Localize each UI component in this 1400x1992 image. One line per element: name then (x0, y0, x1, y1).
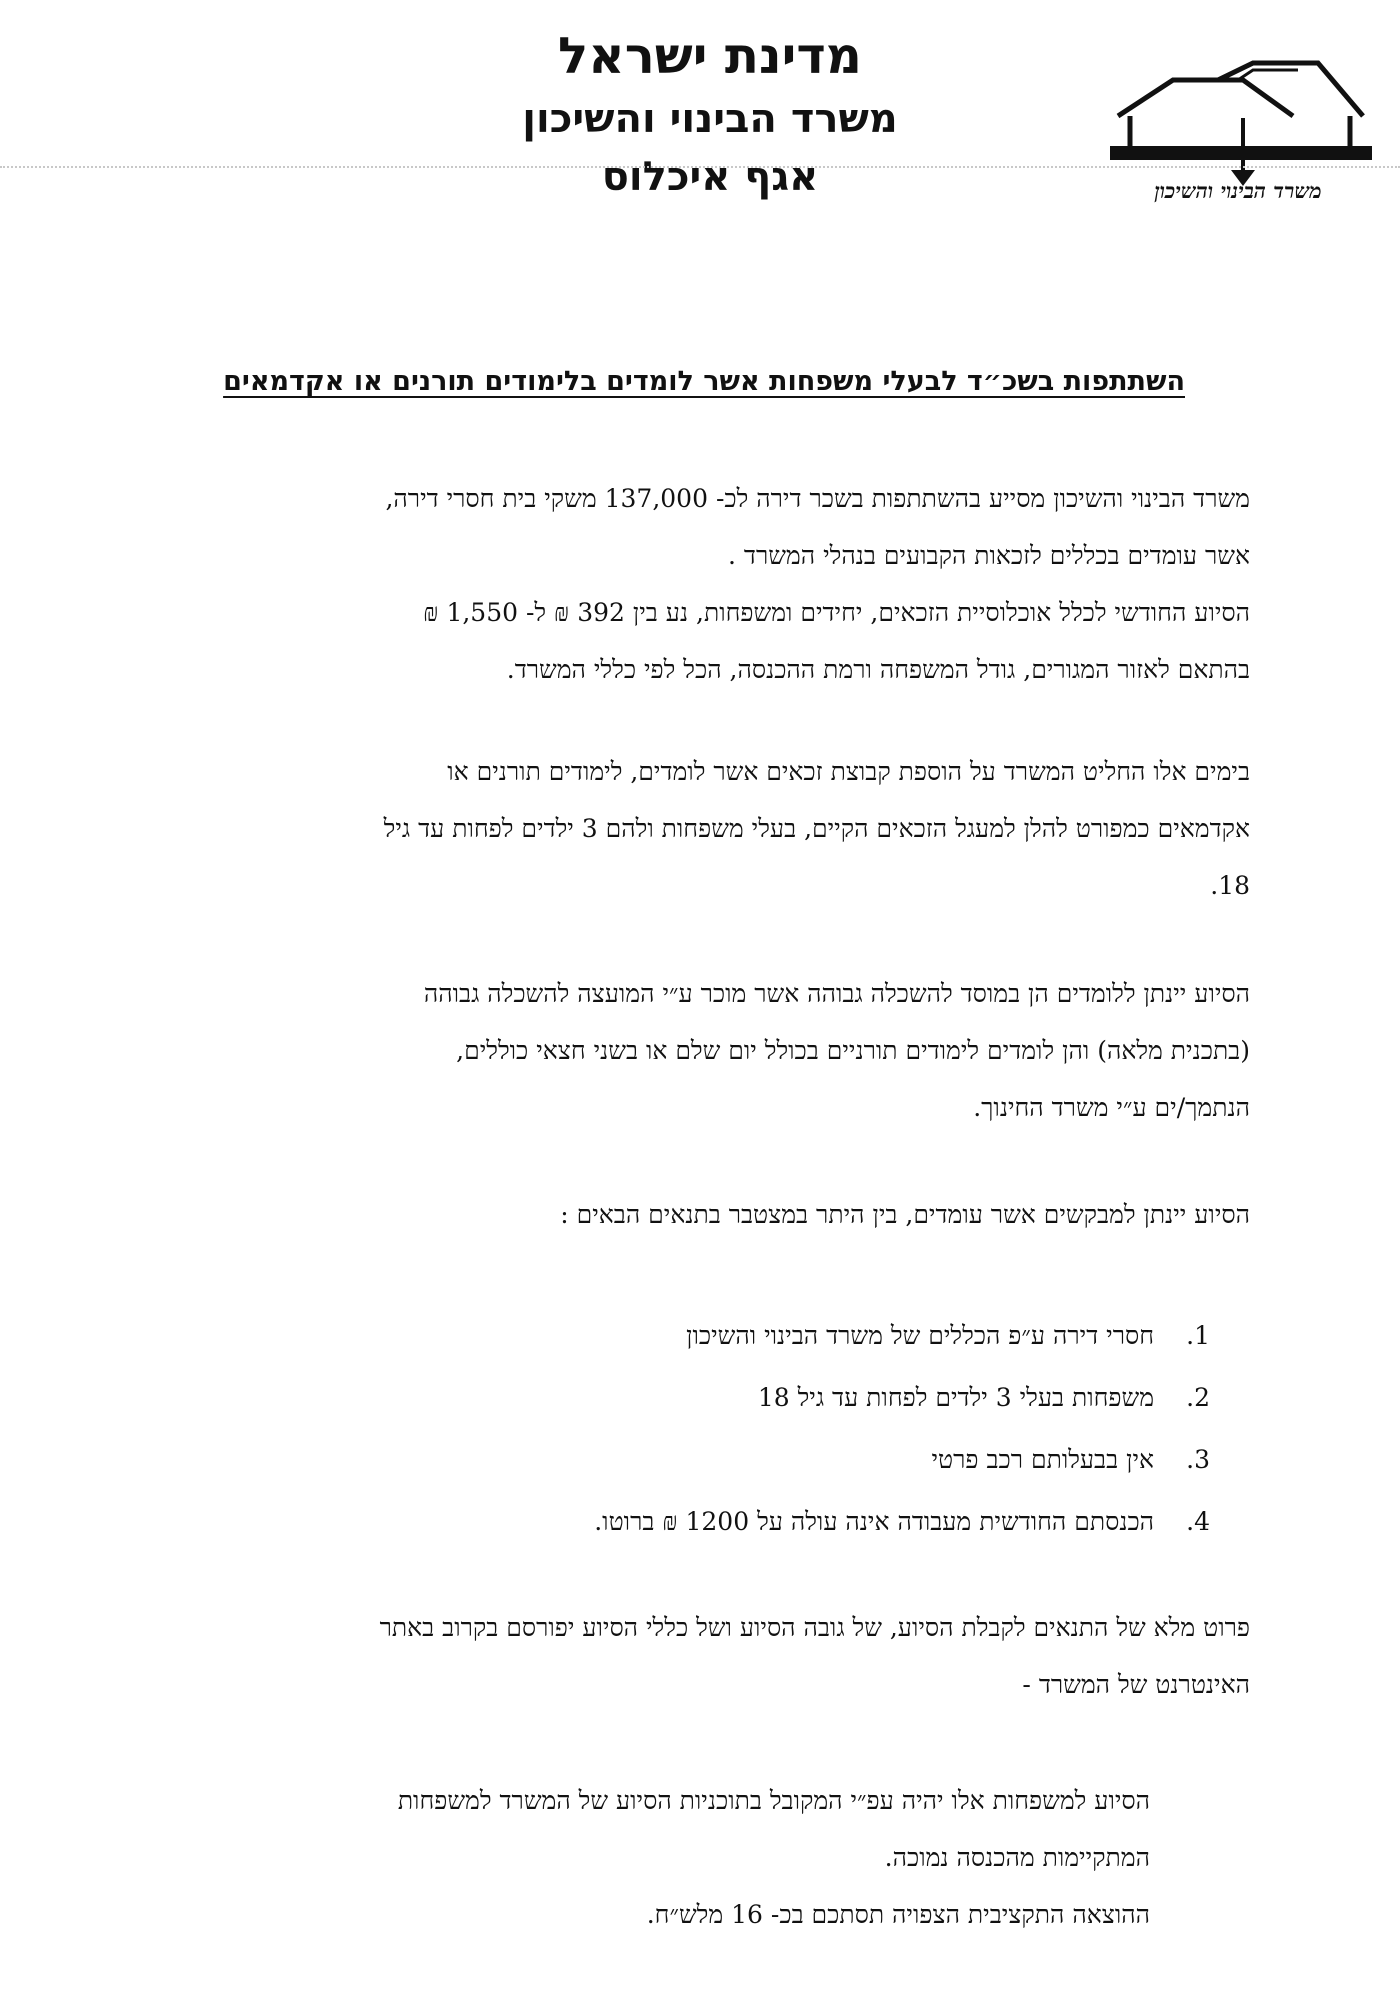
text-line: הנתמך/ים ע״י משרד החינוך. (973, 1093, 1250, 1122)
text-line: פרוט מלא של התנאים לקבלת הסיוע, של גובה הסיוע ושל כללי הסיוע יפורסם בקרוב באתר (379, 1613, 1250, 1642)
letterhead-division: אגף איכלוס (601, 154, 819, 200)
list-number: 4. (1186, 1507, 1210, 1536)
text-line: (בתכנית מלאה) והן לומדים לימודים תורניים בכולל יום שלם או בשני חצאי כוללים, (456, 1036, 1250, 1065)
text-line: בימים אלו החליט המשרד על הוספת קבוצת זכאים אשר לומדים, לימודים תורנים או (447, 757, 1250, 786)
text-line: ההוצאה התקציבית הצפויה תסתכם בכ- 16 מלש״ח. (646, 1900, 1150, 1929)
list-number: 3. (1186, 1445, 1210, 1474)
list-text: אין בבעלותם רכב פרטי (931, 1445, 1155, 1474)
text-line: הסיוע החודשי לכלל אוכלוסיית הזכאים, יחידים ומשפחות, נע בין 392 ₪ ל- 1,550 ₪ (423, 598, 1250, 627)
paragraph-students (90, 965, 1250, 1136)
text-line: האינטרנט של המשרד - (1022, 1670, 1250, 1699)
text-line: אקדמאים כמפורט להלן למעגל הזכאים הקיים, בעלי משפחות ולהם 3 ילדים לפחות עד גיל (383, 814, 1250, 843)
text-line: הסיוע יינתן למבקשים אשר עומדים, בין היתר במצטבר בתנאים הבאים : (560, 1200, 1250, 1229)
list-item (310, 1305, 1210, 1367)
letterhead-ministry: משרד הבינוי והשיכון (522, 96, 898, 142)
conditions-list (310, 1305, 1210, 1553)
text-line: המתקיימות מהכנסה נמוכה. (884, 1843, 1150, 1872)
document-title: השתתפות בשכ״ד לבעלי משפחות אשר לומדים בלימודים תורנים או אקדמאים (223, 366, 1185, 397)
header-divider (0, 166, 1400, 168)
paragraph-conditions-intro (90, 1186, 1250, 1243)
logo-caption: משרד הבינוי והשיכון (1154, 178, 1322, 203)
text-line: הסיוע יינתן ללומדים הן במוסד להשכלה גבוהה אשר מוכר ע״י המועצה להשכלה גבוהה (423, 979, 1250, 1008)
list-item (310, 1429, 1210, 1491)
text-line: הסיוע למשפחות אלו יהיה עפ״י המקובל בתוכניות הסיוע של המשרד למשפחות (397, 1786, 1150, 1815)
list-item (310, 1367, 1210, 1429)
text-line: 18. (1210, 871, 1250, 900)
text-line: בהתאם לאזור המגורים, גודל המשפחה ורמת ההכנסה, הכל לפי כללי המשרד. (506, 655, 1250, 684)
list-text: חסרי דירה ע״פ הכללים של משרד הבינוי והשיכון (686, 1321, 1155, 1350)
text-line: משרד הבינוי והשיכון מסייע בהשתתפות בשכר דירה לכ- 137,000 משקי בית חסרי דירה, (385, 484, 1250, 513)
paragraph-details-website (90, 1599, 1250, 1713)
list-text: משפחות בעלי 3 ילדים לפחות עד גיל 18 (757, 1383, 1155, 1412)
list-item (310, 1491, 1210, 1553)
letterhead (440, 22, 980, 206)
text-line: אשר עומדים בכללים לזכאות הקבועים בנהלי המשרד . (728, 541, 1250, 570)
list-number: 2. (1186, 1383, 1210, 1412)
paragraph-budget (90, 1772, 1150, 1943)
list-text: הכנסתם החודשית מעבודה אינה עולה על 1200 ₪ ברוטו. (594, 1507, 1155, 1536)
paragraph-new-eligibility (90, 743, 1250, 914)
paragraph-assistance-overview (90, 470, 1250, 698)
letterhead-state: מדינת ישראל (558, 27, 862, 85)
list-number: 1. (1186, 1321, 1210, 1350)
